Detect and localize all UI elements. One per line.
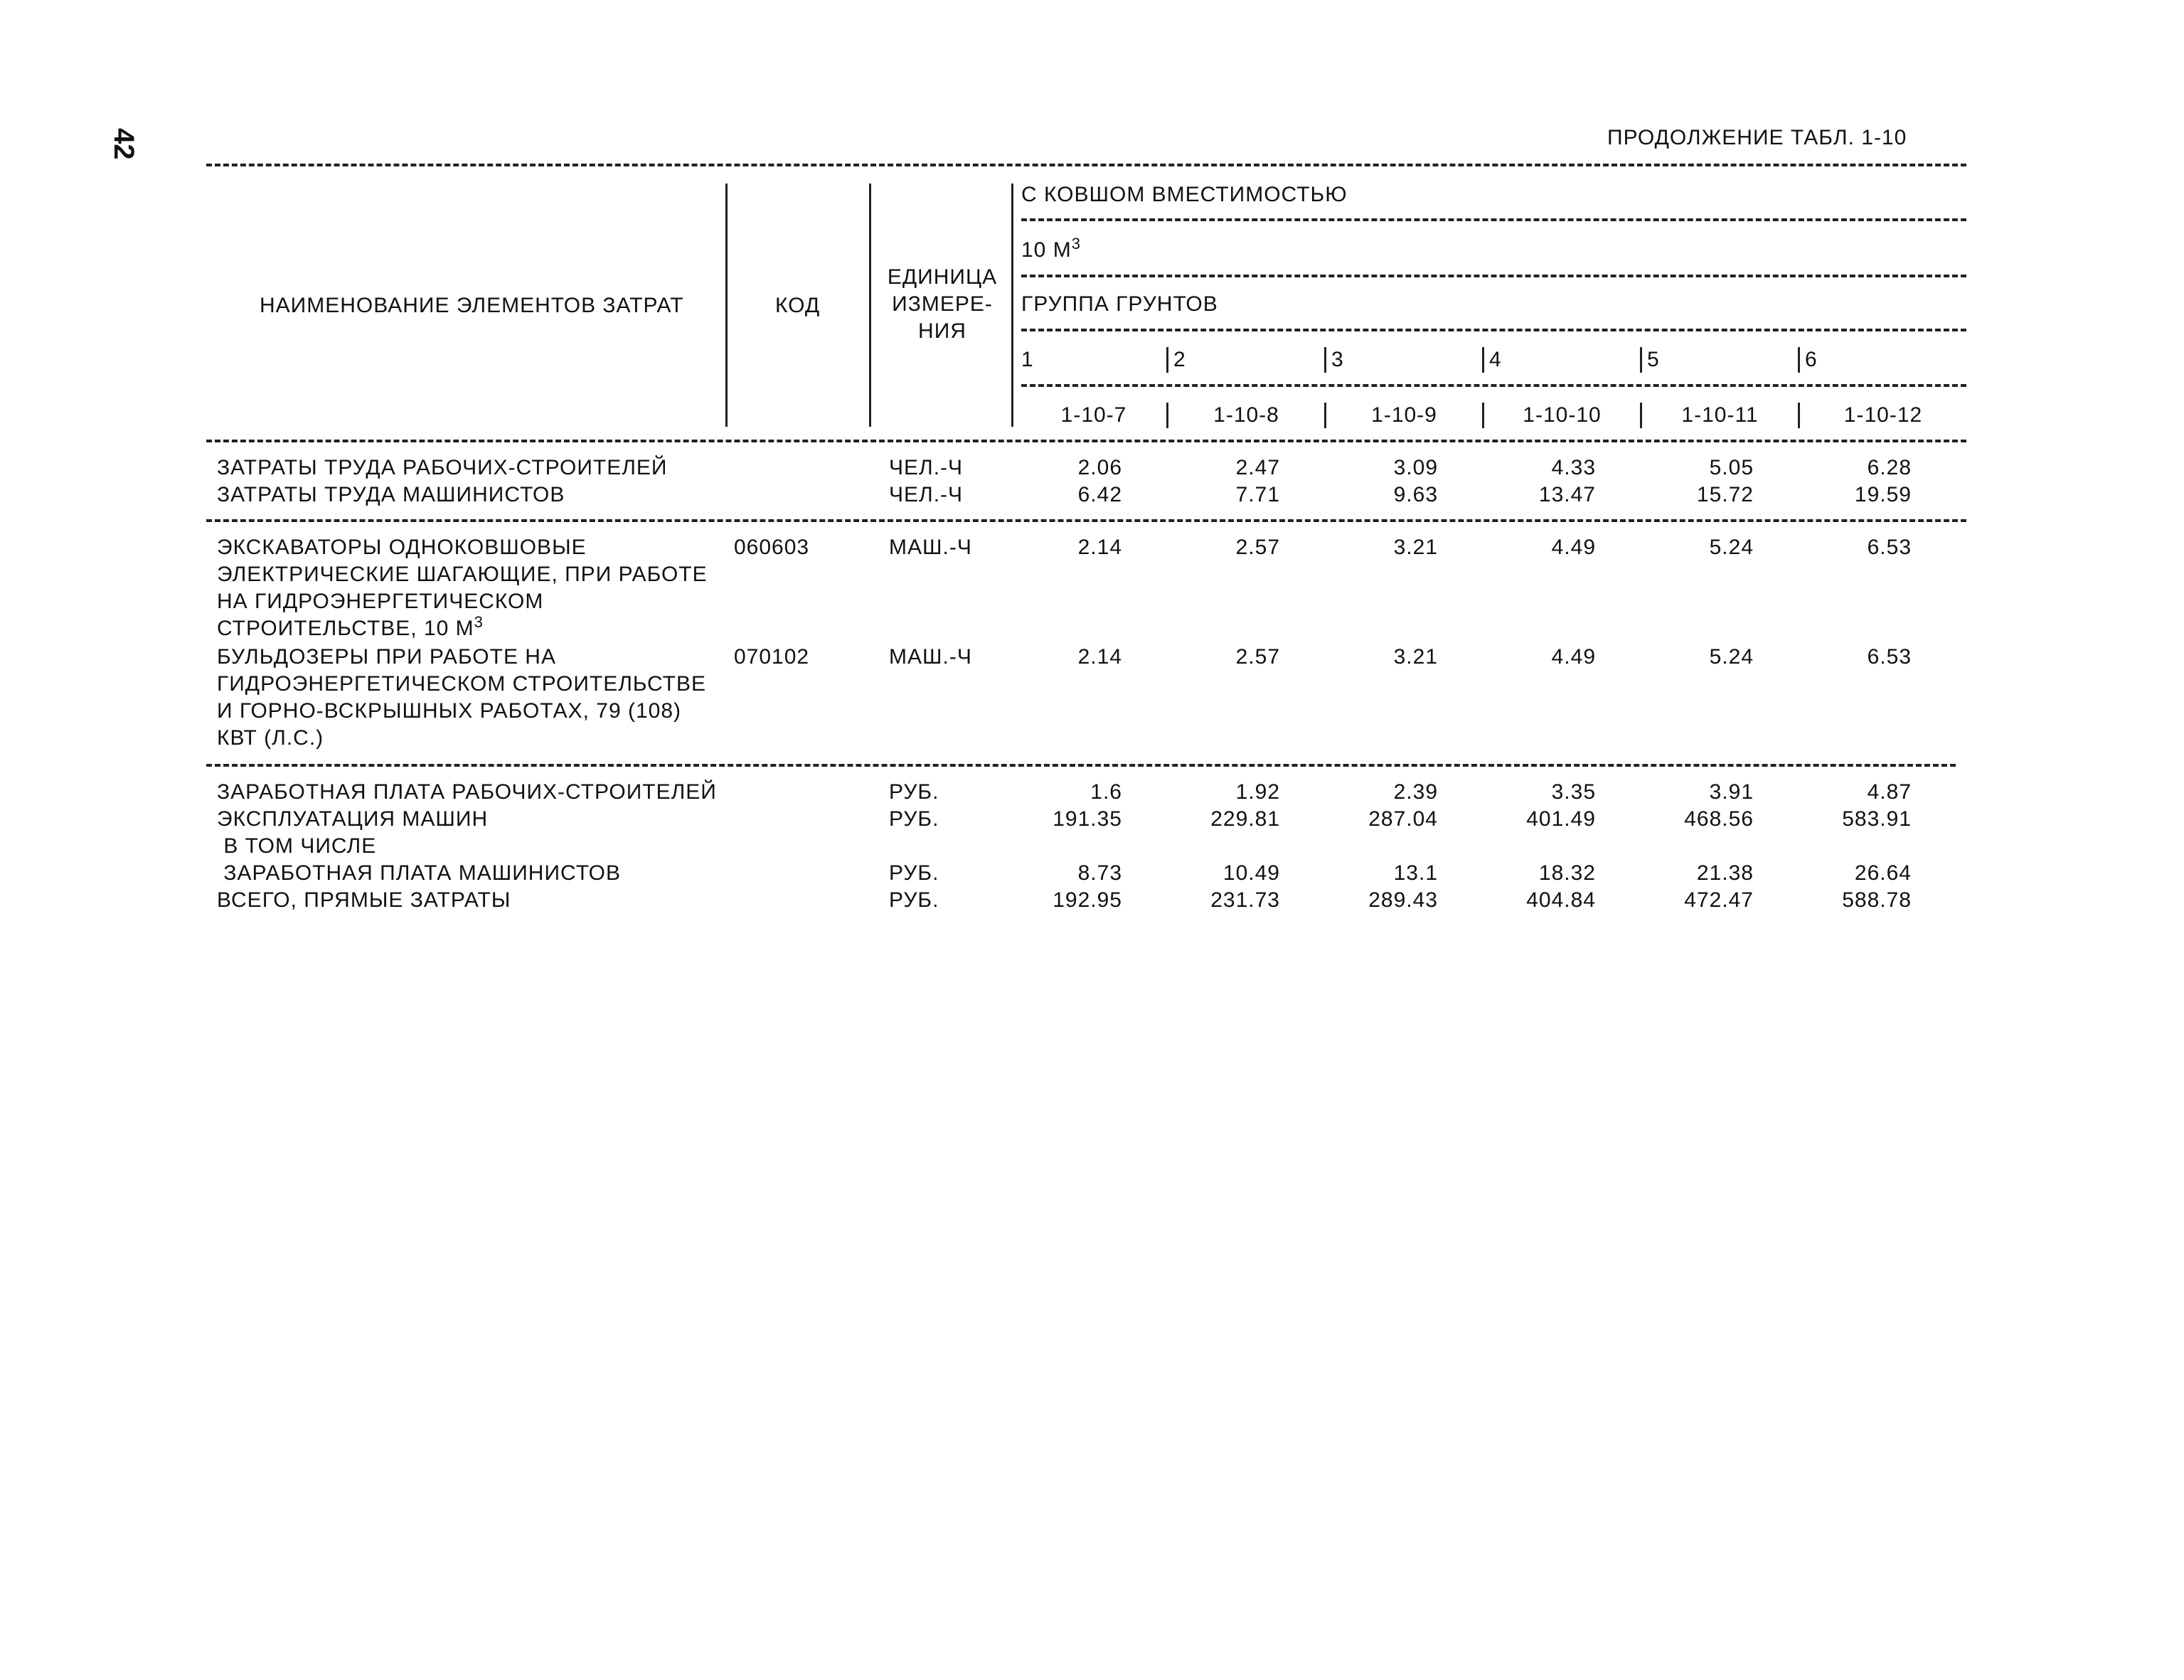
cell-value: 3.35 (1551, 780, 1596, 804)
group-number: 2 (1173, 348, 1186, 371)
group-number: 6 (1805, 348, 1818, 371)
cell-value: 3.21 (1393, 645, 1438, 669)
header-sep-code-unit (869, 184, 871, 427)
cell-value: 472.47 (1684, 888, 1754, 912)
rate-code: 1-10-8 (1213, 403, 1279, 427)
row-name-line: И ГОРНО-ВСКРЫШНЫХ РАБОТАХ, 79 (108) (217, 699, 682, 723)
cell-value: 9.63 (1393, 483, 1438, 506)
cell-value: 4.87 (1867, 780, 1912, 804)
cell-value: 401.49 (1526, 807, 1596, 831)
row-name: ЭКСПЛУАТАЦИЯ МАШИН (217, 807, 489, 831)
row-name: В ТОМ ЧИСЛЕ (217, 834, 377, 858)
row-unit: РУБ. (889, 888, 939, 912)
group-sep-5 (1798, 347, 1800, 373)
rate-code: 1-10-9 (1371, 403, 1437, 427)
cell-value: 15.72 (1696, 483, 1754, 506)
row-unit: МАШ.-Ч (889, 536, 972, 559)
group-number: 5 (1647, 348, 1660, 371)
page-number: 42 (108, 128, 139, 160)
cell-value: 1.92 (1235, 780, 1280, 804)
cell-value: 21.38 (1696, 861, 1754, 885)
row-name: ЗАРАБОТНАЯ ПЛАТА МАШИНИСТОВ (217, 861, 622, 885)
header-rule-1 (1021, 218, 1966, 221)
cell-value: 3.09 (1393, 456, 1438, 479)
cell-value: 26.64 (1854, 861, 1912, 885)
cell-value: 13.47 (1538, 483, 1596, 506)
cell-value: 289.43 (1368, 888, 1438, 912)
group-number: 4 (1489, 348, 1502, 371)
row-name-line: ЭЛЕКТРИЧЕСКИЕ ШАГАЮЩИЕ, ПРИ РАБОТЕ (217, 563, 708, 586)
row-unit: РУБ. (889, 807, 939, 831)
cell-value: 468.56 (1684, 807, 1754, 831)
header-bottom-rule (206, 440, 1966, 442)
cell-value: 2.57 (1235, 536, 1280, 559)
cell-value: 2.14 (1077, 645, 1122, 669)
row-unit: РУБ. (889, 780, 939, 804)
cell-value: 4.33 (1551, 456, 1596, 479)
cell-value: 4.49 (1551, 536, 1596, 559)
row-unit: ЧЕЛ.-Ч (889, 483, 964, 506)
cell-value: 192.95 (1053, 888, 1122, 912)
cell-value: 2.06 (1077, 456, 1122, 479)
row-unit: ЧЕЛ.-Ч (889, 456, 964, 479)
group-number: 1 (1021, 348, 1034, 371)
cell-value: 10.49 (1222, 861, 1280, 885)
header-col-code: КОД (775, 294, 821, 317)
cell-value: 6.53 (1867, 645, 1912, 669)
cell-value: 2.57 (1235, 645, 1280, 669)
cell-value: 588.78 (1842, 888, 1912, 912)
group-sep-2 (1324, 347, 1326, 373)
cell-value: 583.91 (1842, 807, 1912, 831)
cell-value: 6.53 (1867, 536, 1912, 559)
header-col-unit-1: ЕДИНИЦА (887, 265, 998, 289)
row-name-line: ЭКСКАВАТОРЫ ОДНОКОВШОВЫЕ (217, 536, 587, 559)
rate-code: 1-10-12 (1843, 403, 1923, 427)
header-sep-name-code (725, 184, 728, 427)
header-col-unit-2: ИЗМЕРЕ- (892, 292, 993, 316)
row-name-line: ГИДРОЭНЕРГЕТИЧЕСКОМ СТРОИТЕЛЬСТВЕ (217, 672, 706, 696)
header-sep-unit-values (1011, 184, 1013, 427)
cell-value: 5.24 (1709, 536, 1754, 559)
row-code: 070102 (734, 645, 810, 669)
cell-value: 2.47 (1235, 456, 1280, 479)
row-name-line: КВТ (Л.С.) (217, 726, 324, 750)
cell-value: 191.35 (1053, 807, 1122, 831)
row-name: ЗАРАБОТНАЯ ПЛАТА РАБОЧИХ-СТРОИТЕЛЕЙ (217, 780, 717, 804)
cell-value: 404.84 (1526, 888, 1596, 912)
row-unit: РУБ. (889, 861, 939, 885)
row-name: ЗАТРАТЫ ТРУДА МАШИНИСТОВ (217, 483, 565, 506)
row-name-line: БУЛЬДОЗЕРЫ ПРИ РАБОТЕ НА (217, 645, 556, 669)
section-rule-1 (206, 519, 1966, 522)
cell-value: 231.73 (1210, 888, 1280, 912)
cell-value: 6.28 (1867, 456, 1912, 479)
cell-value: 287.04 (1368, 807, 1438, 831)
row-code: 060603 (734, 536, 810, 559)
cell-value: 2.39 (1393, 780, 1438, 804)
section-rule-2 (206, 764, 1956, 767)
cell-value: 229.81 (1210, 807, 1280, 831)
header-rule-4 (1021, 384, 1966, 387)
cell-value: 18.32 (1538, 861, 1596, 885)
rate-code: 1-10-11 (1681, 403, 1759, 427)
header-col-unit-3: НИЯ (918, 319, 966, 343)
row-name: ЗАТРАТЫ ТРУДА РАБОЧИХ-СТРОИТЕЛЕЙ (217, 456, 668, 479)
row-unit: МАШ.-Ч (889, 645, 972, 669)
cell-value: 5.05 (1709, 456, 1754, 479)
cell-value: 6.42 (1077, 483, 1122, 506)
group-sep-4 (1640, 347, 1642, 373)
continuation-title: ПРОДОЛЖЕНИЕ ТАБЛ. 1-10 (1607, 126, 1907, 149)
header-soil-group-label: ГРУППА ГРУНТОВ (1021, 292, 1218, 316)
group-number: 3 (1331, 348, 1344, 371)
cell-value: 7.71 (1235, 483, 1280, 506)
header-rule-3 (1021, 329, 1966, 331)
cell-value: 13.1 (1393, 861, 1438, 885)
cell-value: 4.49 (1551, 645, 1596, 669)
row-name: ВСЕГО, ПРЯМЫЕ ЗАТРАТЫ (217, 888, 511, 912)
rate-code: 1-10-7 (1060, 403, 1127, 427)
header-bucket-value: 10 $М^3$ (1021, 235, 1081, 262)
cell-value: 2.14 (1077, 536, 1122, 559)
cell-value: 8.73 (1077, 861, 1122, 885)
table-top-rule (206, 164, 1966, 166)
group-sep-1 (1166, 347, 1168, 373)
header-rule-2 (1021, 275, 1966, 277)
row-name-line: СТРОИТЕЛЬСТВЕ, 10 $М^3$ (217, 613, 484, 640)
cell-value: 3.91 (1709, 780, 1754, 804)
header-col-name: НАИМЕНОВАНИЕ ЭЛЕМЕНТОВ ЗАТРАТ (260, 294, 684, 317)
header-bucket-label: С КОВШОМ ВМЕСТИМОСТЬЮ (1021, 183, 1348, 206)
cell-value: 3.21 (1393, 536, 1438, 559)
rate-code: 1-10-10 (1523, 403, 1602, 427)
row-name-line: НА ГИДРОЭНЕРГЕТИЧЕСКОМ (217, 590, 544, 613)
cell-value: 1.6 (1090, 780, 1122, 804)
group-sep-3 (1482, 347, 1484, 373)
cell-value: 19.59 (1854, 483, 1912, 506)
cell-value: 5.24 (1709, 645, 1754, 669)
